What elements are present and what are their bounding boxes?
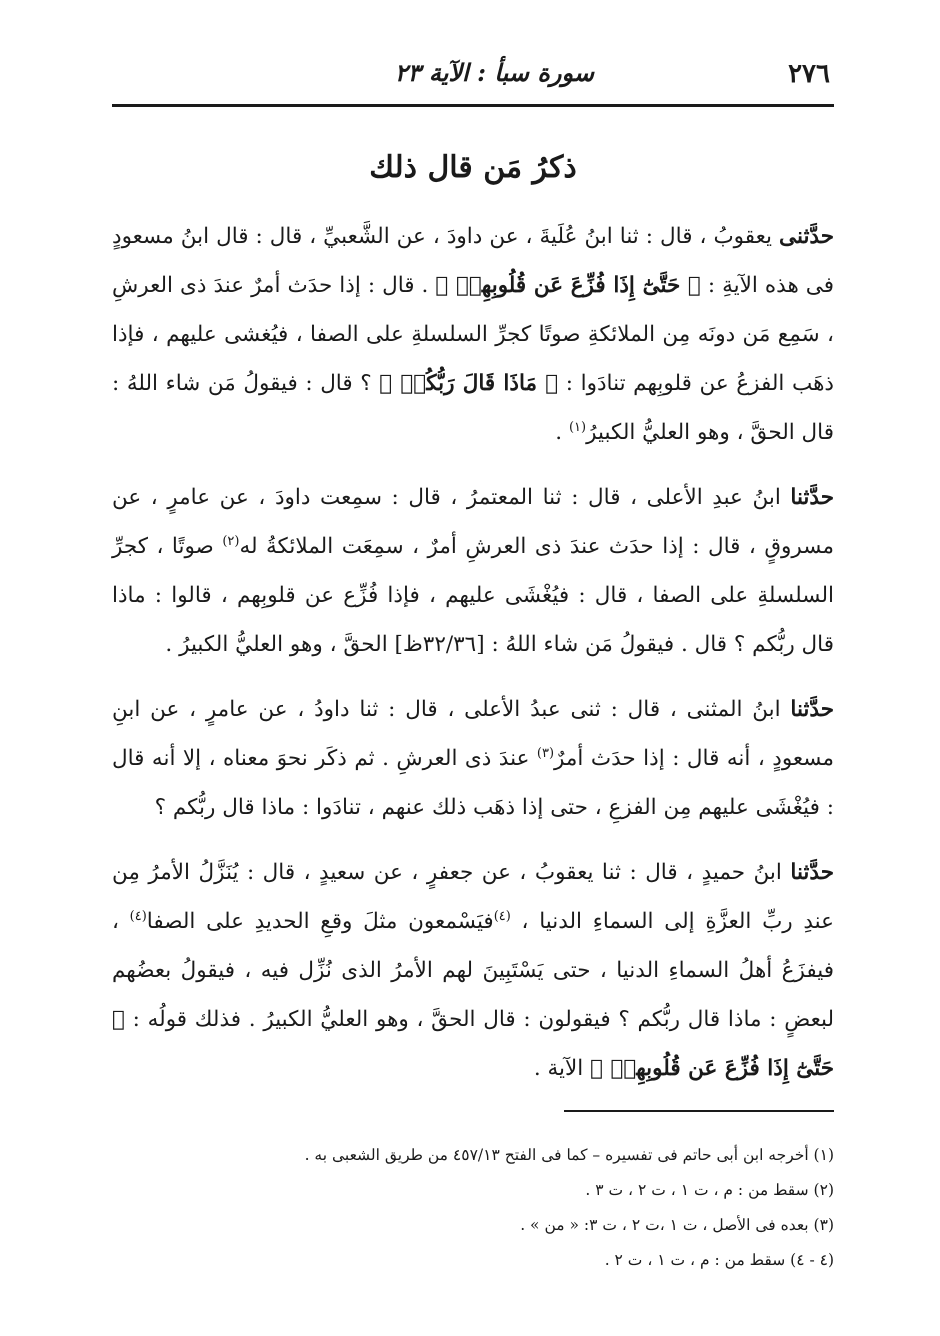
- footnote-ref: (١): [568, 419, 587, 435]
- text-segment: ابنُ حميدٍ ، قال : ثنا يعقوبُ ، عن جعفرٍ ، عن سعيدٍ ، قال : يُنَزَّلُ الأمرُ مِن عندِ ربِّ العزَّةِ إلى السماءِ الدنيا ،: [112, 860, 834, 934]
- footnote-2: (٢) سقط من : م ، ت ١ ، ت ٢ ، ت ٣ .: [585, 1181, 834, 1199]
- footnote-1: (١) أخرجه ابن أبى حاتم فى تفسيره – كما فى الفتح ٤٥٧/١٣ من طريق الشعبى به .: [304, 1146, 834, 1164]
- running-head: [112, 52, 834, 96]
- footnote-rule: [564, 1110, 834, 1112]
- narration-lead: حدَّثنا: [790, 697, 834, 722]
- text-segment: ، فيفزَعُ أهلُ السماءِ الدنيا ، حتى يَسْتَبِينَ لهم الأمرُ الذى نُزِّل فيه ، فيقولُ بعضُهم لبعضٍ : ماذا قال ربُّكم ؟ فيقولون : قال الحقَّ ، وهو العليُّ الكبيرُ . فذلك قولُه :: [112, 909, 834, 1032]
- quran-quote: ﴿ حَتَّىٰٓ إِذَا فُزِّعَ عَن قُلُوبِهِمۡ ﴾: [112, 1007, 834, 1081]
- section-heading: ذكرُ مَن قال ذلك: [369, 150, 577, 185]
- footnote-ref: (٤): [129, 908, 147, 924]
- paragraph-4: [112, 848, 834, 1093]
- text-segment: عندَ ذى العرشِ . ثم ذكَر نحوَ معناه ، إلا أنه قال : فيُغْشَى عليهم مِن الفزعِ ، حتى إذا ذهَب ذلك عنهم ، تنادَوا : ماذا قال ربُّكم ؟: [112, 746, 834, 820]
- quran-quote: ﴿ حَتَّىٰٓ إِذَا فُزِّعَ عَن قُلُوبِهِمۡ ﴾: [435, 273, 701, 298]
- text-segment: . قال : إذا حدَث أمرٌ عندَ ذى العرشِ ، سَمِع مَن دونَه مِن الملائكةِ صوتًا كجرِّ السلسلةِ على الصفا ، فيُغشى عليهم ، فإذا ذهَب الفزعُ عن قلوبِهم تنادَوا :: [112, 273, 834, 396]
- footnote-ref: (٤): [493, 908, 511, 924]
- text-segment: فيَسْمعون مثلَ وقعِ الحديدِ على الصفا: [146, 909, 494, 934]
- header-rule: [112, 104, 834, 107]
- narration-lead: حدَّثنى: [779, 224, 834, 249]
- narration-lead: حدَّثنا: [790, 485, 834, 510]
- footnote-3: (٣) بعده فى الأصل ، ت ١ ،ت ٢ ، ت ٣: « من » .: [520, 1216, 834, 1234]
- text-segment: ابنُ المثنى ، قال : ثنى عبدُ الأعلى ، قال : ثنا داودُ ، عن عامرٍ ، عن ابنِ مسعودٍ ، أنه قال : إذا حدَث أمرٌ: [112, 697, 834, 771]
- text-segment: ابنُ عبدِ الأعلى ، قال : ثنا المعتمرُ ، قال : سمِعت داودَ ، عن عامرٍ ، عن مسروقٍ ، قال : إذا حدَث عندَ ذى العرشِ أمرٌ ، سمِعَت الملائكةُ له: [112, 485, 834, 559]
- paragraph-1: [112, 212, 834, 457]
- quran-quote: ﴿ مَاذَا قَالَ رَبُّكُمۡ ﴾: [379, 371, 559, 396]
- footnote-4: (٤ - ٤) سقط من : م ، ت ١ ، ت ٢ .: [604, 1251, 834, 1269]
- paragraph-3: [112, 685, 834, 832]
- page-number: ٢٧٦: [788, 59, 830, 89]
- surah-title: سورة سبأ : الآية ٢٣: [394, 58, 594, 87]
- paragraph-2: [112, 473, 834, 669]
- footnote-ref: (٣): [536, 745, 555, 761]
- text-segment: صوتًا ، كجرِّ السلسلةِ على الصفا ، قال : فيُغْشَى عليهم ، فإذا فُزِّع عن قلوبِهم ، قالوا : ماذا قال ربُّكم ؟ قال . فيقولُ مَن شاء اللهُ : [٣٢/٣٦ظ] الحقَّ ، وهو العليُّ الكبيرُ .: [112, 534, 834, 657]
- body-text: [112, 212, 834, 1109]
- narration-lead: حدَّثنا: [790, 860, 834, 885]
- footnote-ref: (٢): [222, 533, 240, 549]
- text-segment: الآية .: [533, 1056, 591, 1081]
- text-segment: ؟ قال : فيقولُ مَن شاء اللهُ : قال الحقَّ ، وهو العليُّ الكبيرُ: [112, 371, 834, 445]
- text-segment: .: [555, 420, 569, 445]
- text-segment: يعقوبُ ، قال : ثنا ابنُ عُلَيةَ ، عن داودَ ، عن الشَّعبيِّ ، قال : قال ابنُ مسعودٍ فى هذه الآيةِ :: [112, 224, 834, 298]
- footnotes: [112, 1138, 834, 1278]
